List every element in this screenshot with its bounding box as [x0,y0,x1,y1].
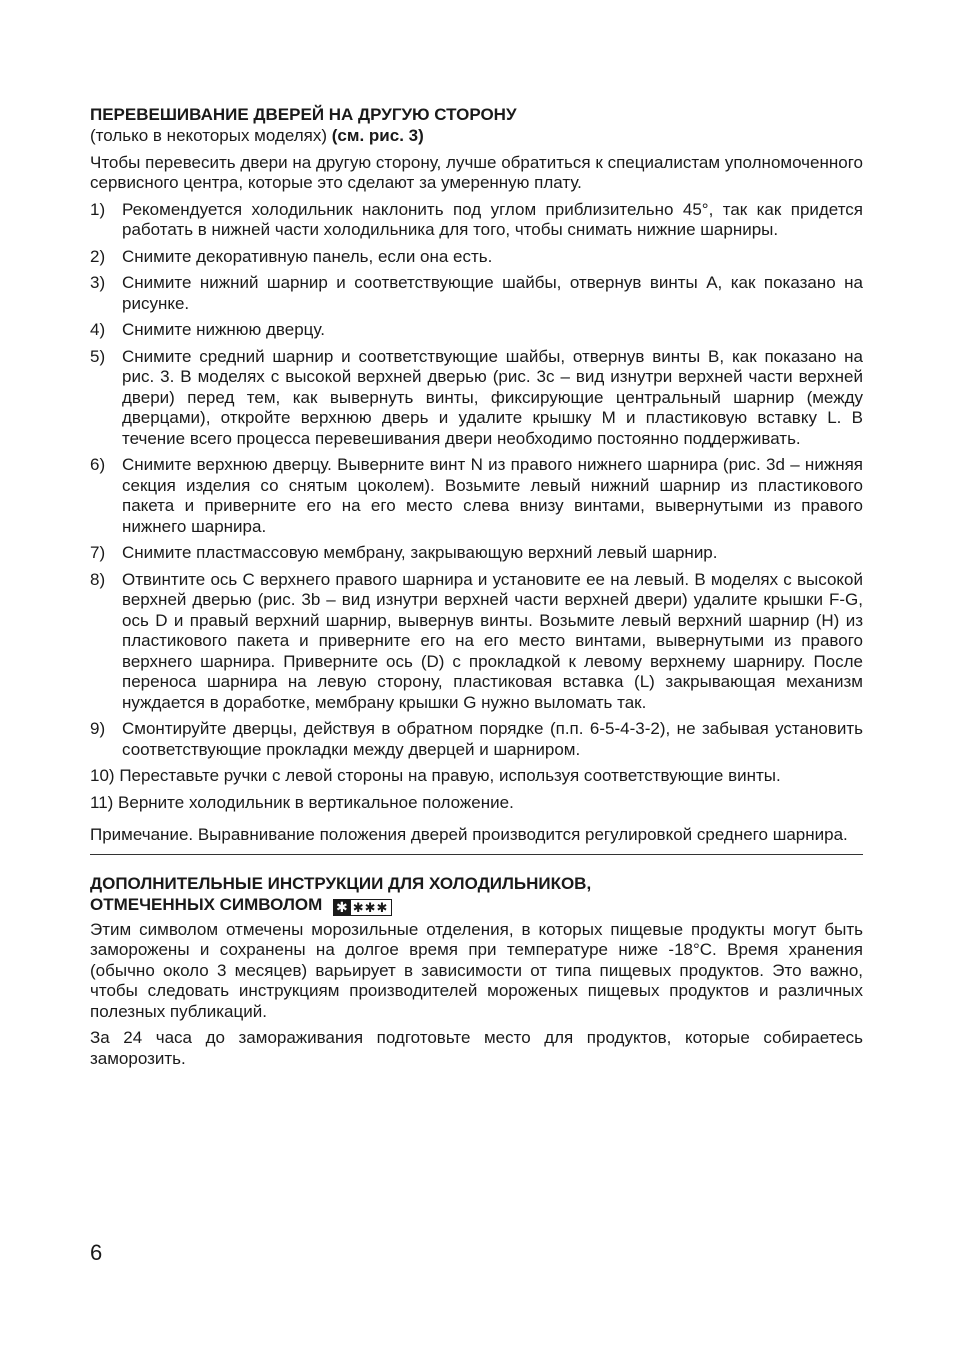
four-star-freezer-icon [333,899,392,916]
step-item [90,273,863,314]
step-item [90,455,863,537]
section-title-freezer-text: ОТМЕЧЕННЫХ СИМВОЛОМ [90,894,323,914]
step-number: 4) [90,320,106,339]
step-number: 6) [90,455,106,474]
step-text: Рекомендуется холодильник наклонить под углом приблизительно 45°, так как придется работать в нижней части холодильника для того, чтобы снимать нижние шарниры. [122,199,863,239]
step-text: Смонтируйте дверцы, действуя в обратном порядке (п.п. 6-5-4-3-2), не забывая установить соответствующие прокладки между дверцей и шарниром. [122,719,863,759]
freezer-paragraph-1: Этим символом отмечены морозильные отделения, в которых пищевые продукты могут быть заморожены и сохранены на долгое время при температуре ниже -18°C. Время хранения (обычно около 3 месяцев) варьирует в зависимости от типа пищевых продуктов. Это важно, чтобы следовать инструкциям производителей мороженых пищевых продуктов и различных полезных публикаций. [90,919,863,1021]
subtitle-plain: (только в некоторых моделях) [90,126,332,145]
section-subtitle [90,126,863,147]
step-text: Верните холодильник в вертикальное положение. [118,792,514,812]
step-number: 7) [90,543,106,562]
section-title-freezer-line2 [90,894,863,916]
step-text: Снимите средний шарнир и соответствующие шайбы, отвернув винты B, как показано на рис. 3. В моделях с высокой верхней дверью (рис. 3c – вид изнутри верхней части верхней двери) перед тем, как вывернуть винты, фиксирующие центральный шарнир (между дверцами), откройте верхнюю дверь и удалите крышку M и пластиковую вставку L. В течение всего процесса перевешивания двери необходимо постоянно поддерживать. [122,346,863,448]
step-item [90,719,863,760]
step-text: Снимите нижний шарнир и соответствующие шайбы, отвернув винты A, как показано на рисунке. [122,273,863,313]
step-text: Переставьте ручки с левой стороны на правую, используя соответствующие винты. [119,766,781,785]
subtitle-figure-ref: (см. рис. 3) [331,126,424,145]
freezer-paragraph-2: За 24 часа до замораживания подготовьте место для продуктов, которые собираетесь заморозить. [90,1028,863,1068]
step-number: 10) [90,766,115,785]
section-title-door-reversal: ПЕРЕВЕШИВАНИЕ ДВЕРЕЙ НА ДРУГУЮ СТОРОНУ [90,105,517,124]
step-text: Отвинтите ось C верхнего правого шарнира и установите ее на левый. В моделях с высокой верхней дверью (рис. 3b – вид изнутри верхней части верхней двери) удалите крышки F-G, ось D и правый верхний шарнир, вывернув винты. Возьмите левый верхний шарнир (H) из пластикового пакета и приверните его на его место винтами, вывернутыми из правого верхнего шарнира. Приверните ось (D) с прокладкой к левому верхнему шарниру. После переноса шарнира на левую сторону, пластиковая вставка (L) закрывающая механизм нуждается в доработке, мембрану крышки G нужно выломать так. [122,569,863,712]
step-item [90,570,863,714]
step-number: 11) [90,792,114,812]
steps-list [90,200,863,814]
step-text: Снимите декоративную панель, если она есть. [122,246,493,266]
step-item [90,320,863,341]
freezer-big-star-icon: ✱ [336,898,349,915]
step-item [90,793,863,814]
step-item [90,347,863,450]
page-content [90,104,863,1075]
step-text: Снимите пластмассовую мембрану, закрывающую верхний левый шарнир. [122,543,718,562]
step-number: 8) [90,569,106,589]
step-number: 1) [90,199,106,219]
step-number: 3) [90,273,106,292]
step-item [90,543,863,564]
step-number: 2) [90,246,106,266]
step-item [90,766,863,787]
section-divider [90,854,863,855]
step-item [90,200,863,241]
step-text: Снимите нижнюю дверцу. [122,320,325,339]
step-text: Снимите верхнюю дверцу. Выверните винт N из правого нижнего шарнира (рис. 3d – нижняя секция изделия со снятым цоколем). Возьмите левый нижний шарнир из пластикового пакета и приверните его на его место слева внизу винтами, вывернутыми из правого нижнего шарнира. [122,455,863,536]
page-number: 6 [90,1240,103,1265]
freezer-small-stars-icon: ✱✱✱ [352,899,389,915]
step-item [90,247,863,268]
section-title-freezer-line1: ДОПОЛНИТЕЛЬНЫЕ ИНСТРУКЦИИ ДЛЯ ХОЛОДИЛЬНИКОВ, [90,873,592,893]
step-number: 9) [90,719,106,738]
intro-paragraph: Чтобы перевесить двери на другую сторону, лучше обратиться к специалистам уполномоченного сервисного центра, которые это сделают за умеренную плату. [90,152,863,192]
note-paragraph: Примечание. Выравнивание положения дверей производится регулировкой среднего шарнира. [90,825,848,844]
step-number: 5) [90,346,106,366]
